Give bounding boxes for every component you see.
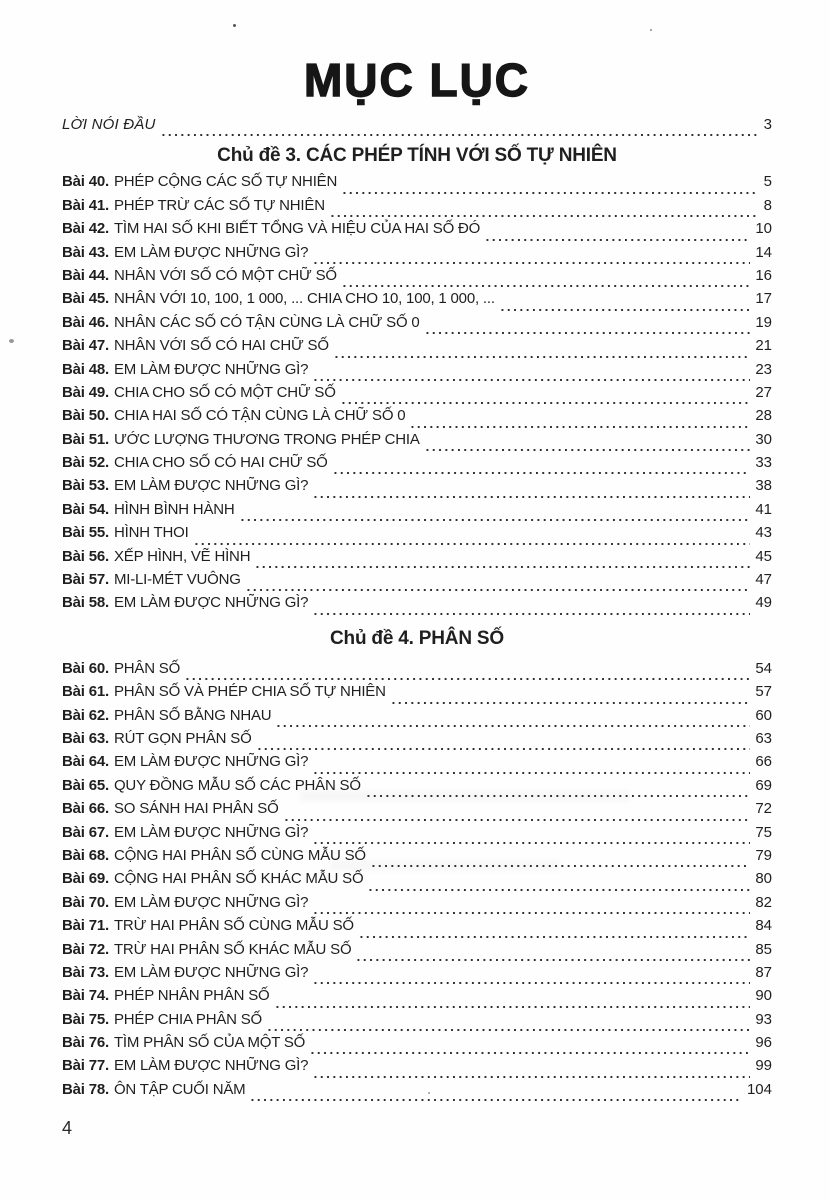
dot-leader <box>392 692 751 707</box>
toc-entry-page: 104 <box>746 1080 772 1098</box>
toc-entry-prefix: Bài 41. <box>62 196 109 214</box>
toc-entry-page: 49 <box>755 594 772 612</box>
toc-entry-prefix: Bài 71. <box>62 917 109 935</box>
toc-entry-page: 16 <box>755 266 772 284</box>
toc-entry-prefix: Bài 53. <box>62 477 109 495</box>
toc-entry-title: EM LÀM ĐƯỢC NHỮNG GÌ? <box>113 893 309 911</box>
toc-entry-page: 47 <box>755 571 772 589</box>
toc-entry-page: 80 <box>755 870 772 888</box>
dot-leader <box>314 762 750 777</box>
toc-entry-title: NHÂN CÁC SỐ CÓ TẬN CÙNG LÀ CHỮ SỐ 0 <box>113 313 420 331</box>
dot-leader <box>277 715 750 730</box>
dot-leader <box>335 346 750 361</box>
toc-entry-page: 90 <box>755 987 772 1005</box>
toc-entry-page: 30 <box>755 430 772 448</box>
toc-entry-page: 17 <box>755 290 772 308</box>
toc-entry-prefix: Bài 50. <box>62 407 109 425</box>
toc-entry-title: EM LÀM ĐƯỢC NHỮNG GÌ? <box>113 963 309 981</box>
toc-entry <box>62 894 772 917</box>
toc-entry-prefix: Bài 57. <box>62 571 109 589</box>
toc-entry-page: 41 <box>755 500 772 518</box>
toc-entry-title: TRỪ HAI PHÂN SỐ CÙNG MẪU SỐ <box>113 917 354 935</box>
dot-leader <box>372 855 750 870</box>
toc-entry <box>62 824 772 847</box>
dot-leader <box>256 556 750 571</box>
toc-entry-label: LỜI NÓI ĐẦU <box>62 116 156 133</box>
toc-entry-title: CHIA CHO SỐ CÓ HAI CHỮ SỐ <box>113 454 328 472</box>
toc-entry <box>62 707 772 730</box>
toc-entry-prefix: Bài 61. <box>62 683 109 701</box>
toc-entry-prefix: Bài 58. <box>62 594 109 612</box>
scan-speck <box>233 24 236 27</box>
toc-entry-page: 60 <box>755 706 772 724</box>
toc-entry <box>62 524 772 547</box>
toc-entry <box>62 987 772 1010</box>
toc-entry-prefix: Bài 45. <box>62 290 109 308</box>
toc-entry-title: NHÂN VỚI SỐ CÓ HAI CHỮ SỐ <box>113 337 329 355</box>
toc-entry-prefix: Bài 60. <box>62 659 109 677</box>
toc-entry-prefix: Bài 78. <box>62 1080 109 1098</box>
toc-entry-prefix: Bài 74. <box>62 987 109 1005</box>
toc-entry-prefix: Bài 67. <box>62 823 109 841</box>
dot-leader <box>314 902 750 917</box>
toc-entry-page: 63 <box>755 729 772 747</box>
dot-leader <box>314 1066 750 1081</box>
toc-entry <box>62 477 772 500</box>
toc-entry-title: NHÂN VỚI SỐ CÓ MỘT CHỮ SỐ <box>113 266 337 284</box>
toc-entry <box>62 571 772 594</box>
toc-entry-title: RÚT GỌN PHÂN SỐ <box>113 729 252 747</box>
toc-entry-page: 14 <box>755 243 772 261</box>
dot-leader <box>343 275 750 290</box>
dot-leader <box>334 462 751 477</box>
toc-entry-title: CỘNG HAI PHÂN SỐ KHÁC MẪU SỐ <box>113 870 364 888</box>
scan-speck <box>9 339 14 343</box>
toc-entry-prefix: Bài 55. <box>62 524 109 542</box>
dot-leader <box>501 299 751 314</box>
toc-sections <box>62 143 772 1104</box>
toc-entry <box>62 730 772 753</box>
toc-entry-page: 23 <box>755 360 772 378</box>
dot-leader <box>241 509 751 524</box>
dot-leader <box>357 949 750 964</box>
toc-entry-title: TÌM HAI SỐ KHI BIẾT TỔNG VÀ HIỆU CỦA HAI SỐ ĐÓ <box>113 220 481 238</box>
toc-entry-prefix: Bài 73. <box>62 963 109 981</box>
toc-entry-page: 84 <box>755 917 772 935</box>
toc-entry <box>62 197 772 220</box>
dot-leader <box>162 124 759 139</box>
toc-entry-title: PHÂN SỐ <box>113 659 181 677</box>
toc-entry-page: 93 <box>755 1010 772 1028</box>
toc-entry <box>62 683 772 706</box>
toc-entry-title: HÌNH BÌNH HÀNH <box>113 500 235 518</box>
toc-entry-page: 54 <box>755 659 772 677</box>
toc-entry-title: PHÉP CHIA PHÂN SỐ <box>113 1010 263 1028</box>
toc-entry <box>62 594 772 617</box>
toc-entry <box>62 337 772 360</box>
dot-leader <box>314 972 750 987</box>
toc-entry <box>62 917 772 940</box>
toc-entry-title: EM LÀM ĐƯỢC NHỮNG GÌ? <box>113 243 309 261</box>
toc-entry-prefix: Bài 65. <box>62 776 109 794</box>
toc-entry-prefix: Bài 66. <box>62 800 109 818</box>
dot-leader <box>343 182 759 197</box>
dot-leader <box>342 392 751 407</box>
toc-entry-title: ƯỚC LƯỢNG THƯƠNG TRONG PHÉP CHIA <box>113 430 420 448</box>
dot-leader <box>311 1042 750 1057</box>
toc-entry-prefix: Bài 52. <box>62 454 109 472</box>
dot-leader <box>411 416 750 431</box>
section-heading: Chủ đề 4. PHÂN SỐ <box>330 627 504 649</box>
scan-speck <box>428 1092 430 1094</box>
toc-entry <box>62 361 772 384</box>
dot-leader <box>258 738 751 753</box>
toc-entry <box>62 777 772 800</box>
dot-leader <box>314 486 750 501</box>
dot-leader <box>367 785 750 800</box>
dot-leader <box>426 322 751 337</box>
toc-entry-page: 99 <box>755 1057 772 1075</box>
toc-entry-prefix: Bài 69. <box>62 870 109 888</box>
dot-leader <box>251 1089 742 1104</box>
toc-entry-prefix: Bài 72. <box>62 940 109 958</box>
toc-entry-title: TÌM PHÂN SỐ CỦA MỘT SỐ <box>113 1034 306 1052</box>
toc-entry-title: EM LÀM ĐƯỢC NHỮNG GÌ? <box>113 753 309 771</box>
toc-entry-prefix: Bài 68. <box>62 846 109 864</box>
toc-entry-prefix: Bài 51. <box>62 430 109 448</box>
toc-entry-title: EM LÀM ĐƯỢC NHỮNG GÌ? <box>113 477 309 495</box>
toc-entry-prefix: Bài 63. <box>62 729 109 747</box>
toc-entry <box>62 220 772 243</box>
toc-entry-title: PHÉP NHÂN PHÂN SỐ <box>113 987 270 1005</box>
toc-entry-page: 72 <box>755 800 772 818</box>
toc-entry <box>62 548 772 571</box>
toc-entry-title: EM LÀM ĐƯỢC NHỮNG GÌ? <box>113 594 309 612</box>
toc-entry-preamble <box>62 116 772 139</box>
dot-leader <box>331 205 759 220</box>
toc-entry-title: CHIA CHO SỐ CÓ MỘT CHỮ SỐ <box>113 383 336 401</box>
toc-entry <box>62 1011 772 1034</box>
toc-entry-page: 57 <box>755 683 772 701</box>
toc-entry-prefix: Bài 70. <box>62 893 109 911</box>
toc-entry-prefix: Bài 44. <box>62 266 109 284</box>
dot-leader <box>360 926 750 941</box>
toc-entry-title: EM LÀM ĐƯỢC NHỮNG GÌ? <box>113 360 309 378</box>
toc-entry-title: PHÂN SỐ BẰNG NHAU <box>113 706 272 724</box>
toc-entry <box>62 384 772 407</box>
toc-entry-page: 5 <box>763 173 772 191</box>
toc-entry-prefix: Bài 75. <box>62 1010 109 1028</box>
dot-leader <box>314 603 750 618</box>
scan-speck <box>650 29 652 31</box>
toc-entry-prefix: Bài 43. <box>62 243 109 261</box>
toc-entry-prefix: Bài 77. <box>62 1057 109 1075</box>
toc-entry <box>62 1034 772 1057</box>
toc-entry-title: ÔN TẬP CUỐI NĂM <box>113 1080 246 1098</box>
section-heading: Chủ đề 3. CÁC PHÉP TÍNH VỚI SỐ TỰ NHIÊN <box>217 145 617 167</box>
toc-entry <box>62 454 772 477</box>
toc-entry-page: 10 <box>755 220 772 238</box>
dot-leader <box>247 579 751 594</box>
toc-entry <box>62 941 772 964</box>
toc-entry <box>62 847 772 870</box>
dot-leader <box>195 533 751 548</box>
dot-leader <box>426 439 751 454</box>
toc-entry-title: NHÂN VỚI 10, 100, 1 000, ... CHIA CHO 10, 100, 1 000, ... <box>113 290 495 308</box>
toc-entry <box>62 431 772 454</box>
toc-entry-page: 33 <box>755 454 772 472</box>
toc-entry <box>62 290 772 313</box>
toc-entry-title: EM LÀM ĐƯỢC NHỮNG GÌ? <box>113 1057 309 1075</box>
toc-entry <box>62 314 772 337</box>
toc-entry <box>62 173 772 196</box>
toc-entry-title: PHÉP TRỪ CÁC SỐ TỰ NHIÊN <box>113 196 325 214</box>
toc-entry-prefix: Bài 47. <box>62 337 109 355</box>
toc-entry-title: EM LÀM ĐƯỢC NHỮNG GÌ? <box>113 823 309 841</box>
dot-leader <box>285 809 751 824</box>
toc-entry <box>62 800 772 823</box>
toc-entry <box>62 964 772 987</box>
toc-entry-title: TRỪ HAI PHÂN SỐ KHÁC MẪU SỐ <box>113 940 352 958</box>
toc-entry-page: 28 <box>755 407 772 425</box>
dot-leader <box>486 229 750 244</box>
toc-entry <box>62 753 772 776</box>
toc-entry-title: CHIA HAI SỐ CÓ TẬN CÙNG LÀ CHỮ SỐ 0 <box>113 407 406 425</box>
toc-entry-page: 87 <box>755 963 772 981</box>
toc-entry-title: HÌNH THOI <box>113 524 189 542</box>
toc-entry-page: 8 <box>763 196 772 214</box>
toc-entry-prefix: Bài 49. <box>62 383 109 401</box>
page-title: MỤC LỤC <box>303 54 531 106</box>
toc-entry-page: 19 <box>755 313 772 331</box>
toc-entry-page: 43 <box>755 524 772 542</box>
toc-entry-prefix: Bài 42. <box>62 220 109 238</box>
dot-leader <box>314 369 750 384</box>
folio-page-number: 4 <box>62 1118 73 1138</box>
toc-entry-page: 82 <box>755 893 772 911</box>
toc-entry-page: 3 <box>763 116 772 133</box>
toc-entry-prefix: Bài 40. <box>62 173 109 191</box>
toc-entry-prefix: Bài 48. <box>62 360 109 378</box>
toc-entry-page: 27 <box>755 383 772 401</box>
dot-leader <box>369 879 750 894</box>
toc-entry-page: 38 <box>755 477 772 495</box>
toc-entry <box>62 1081 772 1104</box>
toc-entry-prefix: Bài 62. <box>62 706 109 724</box>
toc-entry <box>62 267 772 290</box>
toc-entry-prefix: Bài 56. <box>62 547 109 565</box>
toc-entry-title: MI-LI-MÉT VUÔNG <box>113 571 241 589</box>
toc-entry-page: 96 <box>755 1034 772 1052</box>
toc-entry-page: 66 <box>755 753 772 771</box>
dot-leader <box>268 1019 750 1034</box>
dot-leader <box>314 252 750 267</box>
toc-entry <box>62 501 772 524</box>
toc-entry-title: CỘNG HAI PHÂN SỐ CÙNG MẪU SỐ <box>113 846 366 864</box>
toc-entry-prefix: Bài 54. <box>62 500 109 518</box>
toc-entry <box>62 1057 772 1080</box>
toc-entry-title: QUY ĐỒNG MẪU SỐ CÁC PHÂN SỐ <box>113 776 361 794</box>
toc-entry-title: SO SÁNH HAI PHÂN SỐ <box>113 800 279 818</box>
toc-entry <box>62 660 772 683</box>
toc-entry-page: 85 <box>755 940 772 958</box>
toc-entry-page: 79 <box>755 846 772 864</box>
toc-entry-page: 75 <box>755 823 772 841</box>
toc-entry-title: XẾP HÌNH, VẼ HÌNH <box>113 547 251 565</box>
toc-entry-title: PHÉP CỘNG CÁC SỐ TỰ NHIÊN <box>113 173 338 191</box>
toc-entry-prefix: Bài 64. <box>62 753 109 771</box>
toc-entry-prefix: Bài 46. <box>62 313 109 331</box>
toc-entry-page: 69 <box>755 776 772 794</box>
toc-entry-title: PHÂN SỐ VÀ PHÉP CHIA SỐ TỰ NHIÊN <box>113 683 386 701</box>
toc-entry <box>62 407 772 430</box>
dot-leader <box>314 832 750 847</box>
toc-entry-prefix: Bài 76. <box>62 1034 109 1052</box>
toc-entry <box>62 244 772 267</box>
toc-entry-page: 45 <box>755 547 772 565</box>
toc-entry-page: 21 <box>755 337 772 355</box>
dot-leader <box>276 996 751 1011</box>
dot-leader <box>186 668 750 683</box>
toc-entry <box>62 870 772 893</box>
